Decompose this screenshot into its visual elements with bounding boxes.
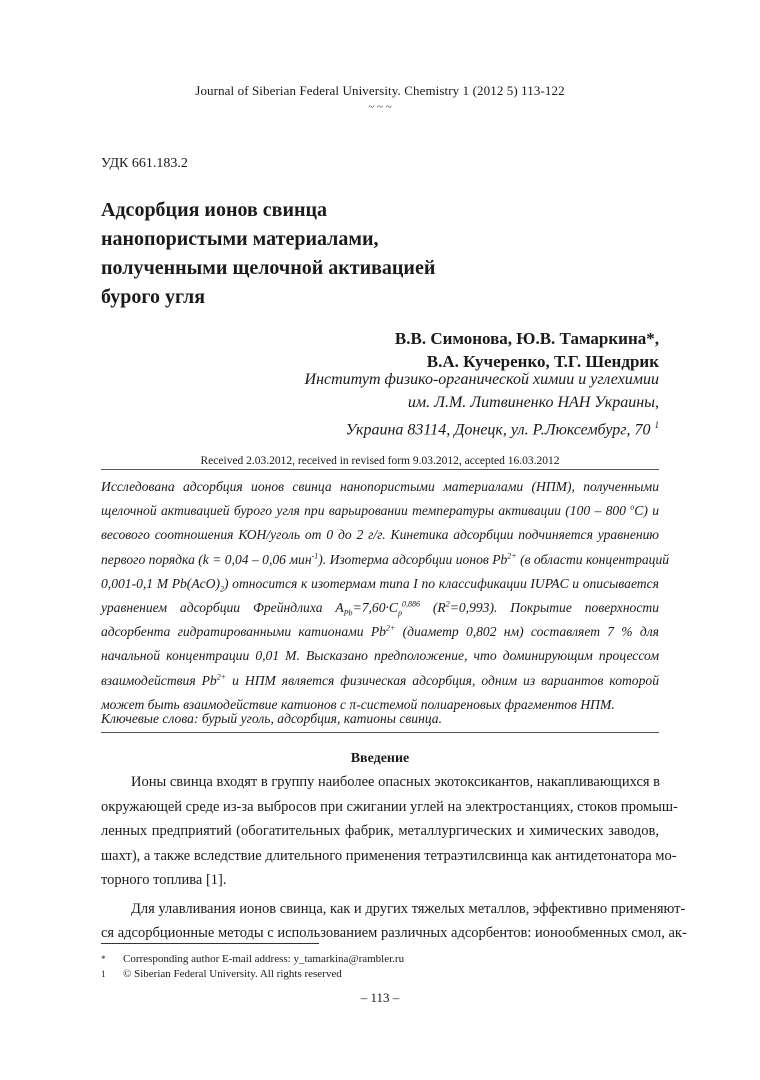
affiliation-footnote-mark: 1 [654, 420, 659, 430]
affiliation [305, 368, 659, 441]
keywords: Ключевые слова: бурый уголь, адсорбция, катионы свинца. [101, 711, 659, 733]
title-line: полученными щелочной активацией [101, 257, 436, 279]
abstract-line: весового соотношения КОН/уголь от 0 до 2 г/г. Кинетика адсорбции подчиняется уравнению [101, 527, 659, 543]
footnotes [101, 952, 659, 982]
affiliation-address: Украина 83114, Донецк, ул. Р.Люксембург, 70 [345, 421, 651, 439]
paragraph-line: торного топлива [1]. [101, 872, 227, 888]
title-line: нанопористыми материалами, [101, 228, 379, 250]
header-ornament: ~ ~ ~ [368, 101, 392, 113]
abstract-line: щелочной активацией бурого угля при варьировании температуры активации (100 – 800 $^о$С) и [101, 502, 660, 519]
abstract-line: 0,001-0,1 М $Pb(AcO)_2$) относится к изотермам типа I по классификации IUPAC и описывается [101, 575, 659, 594]
abstract-line: уравнением адсорбции Фрейндлиха $А_{Pb}=7,60\cdot С_p^{0,886}$ $(R^2=0,993)$. Покрытие поверхности [101, 599, 660, 618]
paragraph-line: ленных предприятий (обогатительных фабрик, металлургических и химических заводов, [101, 823, 659, 839]
udk-code: УДК 661.183.2 [101, 156, 188, 171]
footnote-text: © Siberian Federal University. All rights reserved [123, 968, 342, 980]
section-heading: Введение [350, 751, 410, 766]
footnote-divider [101, 943, 319, 944]
received-dates: Received 2.03.2012, received in revised form 9.03.2012, accepted 16.03.2012 [200, 455, 560, 467]
abstract-section [101, 469, 670, 717]
paragraph-line: окружающей среде из-за выбросов при сжигании углей на электростанциях, стоков промыш- [101, 798, 678, 815]
paragraph-line: шахт), а также вследствие длительного применения тетраэтилсвинца как антидетонатора мо- [101, 847, 677, 864]
page-number: – 113 – [360, 990, 400, 1005]
title-line: бурого угля [101, 286, 206, 308]
abstract-line: адсорбента гидратированными катионами $Pb^{2+}$ (диаметр 0,802 нм) составляет 7 % для [101, 623, 659, 640]
journal-header: Journal of Siberian Federal University. Chemistry 1 (2012 5) 113-122 [195, 83, 565, 98]
title-line: Адсорбция ионов свинца [101, 199, 328, 221]
abstract-line: взаимодействия $Pb^{2+}$ и НПМ является физическая адсорбция, одним из вариантов которой [101, 672, 659, 688]
affiliation-line: Институт физико-органической химии и углехимии [304, 371, 659, 388]
paragraph-line: Для улавливания ионов свинца, как и других тяжелых металлов, эффективно применяют- [131, 900, 686, 917]
footnote-mark: 1 [101, 969, 106, 979]
footnote-mark: * [101, 954, 106, 964]
footnote-text: Corresponding author E-mail address: y_tamarkina@rambler.ru [123, 953, 405, 965]
affiliation-line: им. Л.М. Литвиненко НАН Украины, [407, 394, 659, 411]
footnote [101, 967, 659, 982]
body-text [101, 770, 687, 946]
abstract-line: первого порядка (k = 0,04 – 0,06 мин$^{-1}$). Изотерма адсорбции ионов $Pb^{2+}$ (в области концентраций [101, 551, 670, 567]
authors-line: В.А. Кучеренко, Т.Г. Шендрик [426, 352, 659, 371]
footnote [101, 952, 659, 967]
abstract-line: может быть взаимодействие катионов с π-системой полиареновых фрагментов НПМ. [101, 696, 615, 712]
affiliation-line [305, 414, 659, 441]
authors-line: В.В. Симонова, Ю.В. Тамаркина*, [394, 329, 659, 348]
abstract [101, 475, 670, 717]
paragraph-line: ся адсорбционные методы с использованием различных адсорбентов: ионообменных смол, ак- [101, 925, 687, 941]
paragraph-line: Ионы свинца входят в группу наиболее опасных экотоксикантов, накапливающихся в [131, 774, 661, 790]
abstract-line: Исследована адсорбция ионов свинца нанопористыми материалами (НПМ), полученными [101, 479, 659, 494]
article-title [101, 196, 521, 312]
abstract-line: начальной концентрации 0,01 М. Высказано предположение, что доминирующим процессом [101, 648, 659, 664]
authors [395, 327, 659, 373]
